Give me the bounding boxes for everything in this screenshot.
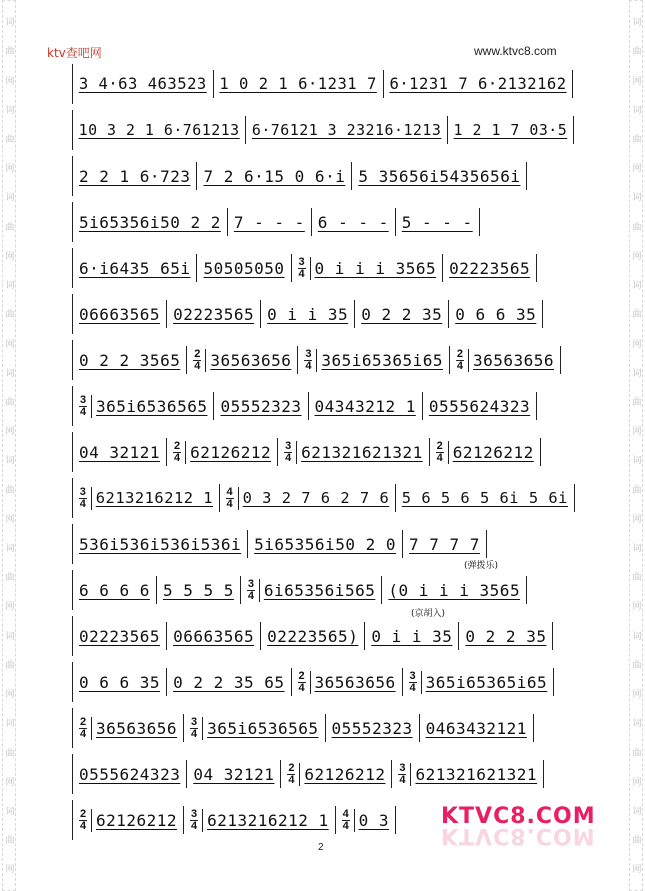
watermark-char: 网: [3, 163, 14, 173]
watermark-char: 曲: [630, 835, 641, 845]
time-signature-top: 3: [409, 669, 416, 682]
measure: [392, 760, 544, 788]
time-signature-top: 3: [79, 485, 86, 498]
measure: [197, 162, 352, 190]
measure-notes: 6·1231 7 6·2132162: [389, 75, 567, 93]
measure-notes: 365i6536565: [207, 718, 319, 738]
measure: [352, 162, 527, 190]
time-signature: [79, 487, 92, 510]
time-signature-bottom: 4: [226, 497, 233, 510]
time-signature: [173, 441, 186, 464]
measure-notes: 0 i i 35: [371, 626, 453, 646]
logo-reflection: KTVC8.COM: [441, 823, 596, 848]
site-url-right: www.ktvc8.com: [474, 44, 557, 58]
time-signature: [436, 441, 449, 464]
measure: [73, 70, 214, 98]
watermark-char: 词: [3, 104, 14, 114]
watermark-char: 曲: [3, 396, 14, 406]
time-signature-bottom: 4: [456, 359, 464, 372]
measure-notes: 365i65365i65: [321, 350, 443, 370]
measure-notes: 62126212: [452, 442, 534, 462]
time-signature-bottom: 4: [409, 681, 416, 694]
measure-notes: 06663565: [173, 626, 255, 646]
time-signature-bottom: 4: [285, 451, 292, 464]
measure: [403, 530, 487, 558]
time-signature-top: 3: [79, 393, 87, 406]
measure-notes: 02223565: [173, 304, 255, 324]
watermark-char: 词: [3, 17, 14, 27]
measure-notes: 621321621321: [301, 442, 423, 462]
score-row: [72, 340, 573, 380]
measure: [278, 438, 430, 466]
score-row: [72, 662, 573, 702]
watermark-char: 词: [630, 280, 641, 290]
time-signature: [298, 671, 311, 694]
watermark-char: 曲: [630, 46, 641, 56]
watermark-char: 网: [630, 163, 641, 173]
time-signature-top: 3: [298, 255, 305, 268]
measure: [214, 392, 308, 420]
measure-notes: 0555624323: [428, 396, 531, 416]
measure: [73, 668, 167, 696]
measure: [420, 714, 534, 742]
measure: [365, 622, 459, 650]
measure: [396, 484, 575, 512]
measure-notes: 536i536i536i536i: [79, 534, 242, 554]
watermark-char: 网: [630, 776, 641, 786]
watermark-char: 曲: [630, 572, 641, 582]
measure-notes: 7 2 6·15 0 6·i: [203, 166, 346, 186]
measure-notes: 3 4·63 463523: [78, 75, 207, 93]
time-signature-bottom: 4: [305, 359, 312, 372]
measure-notes: 04343212 1: [314, 396, 416, 416]
measure: [187, 760, 281, 788]
measure-notes: 10 3 2 1 6·761213: [78, 121, 240, 139]
measure: [73, 208, 228, 236]
measure-notes: 1 0 2 1 6·1231 7: [219, 75, 377, 93]
watermark-char: 词: [630, 806, 641, 816]
time-signature-bottom: 4: [79, 819, 87, 832]
watermark-char: 网: [630, 426, 641, 436]
measure-notes: 2 2 1 6·723: [79, 166, 191, 186]
watermark-char: 曲: [3, 747, 14, 757]
time-signature-bottom: 4: [79, 727, 87, 740]
ktvc8-logo: [441, 804, 596, 850]
measure: [312, 208, 396, 236]
measure-notes: 5 - - -: [401, 212, 473, 232]
watermark-char: 词: [3, 367, 14, 377]
time-signature-bottom: 4: [191, 727, 198, 740]
measure-notes: 04 32121: [79, 442, 161, 462]
time-signature-bottom: 4: [247, 589, 254, 602]
measure: [396, 208, 480, 236]
time-signature: [342, 809, 355, 832]
watermark-char: 词: [3, 543, 14, 553]
measure: [197, 254, 291, 282]
measure: [220, 484, 396, 512]
measure-notes: 0 6 6 35: [455, 304, 537, 324]
watermark-char: 网: [3, 426, 14, 436]
watermark-char: 网: [3, 75, 14, 85]
watermark-char: 曲: [630, 221, 641, 231]
measure: [73, 714, 184, 742]
watermark-char: 曲: [630, 309, 641, 319]
watermark-char: 曲: [630, 133, 641, 143]
time-signature-bottom: 4: [79, 405, 87, 418]
measure: [450, 346, 561, 374]
measure: [184, 714, 325, 742]
score-row: [72, 64, 573, 104]
time-signature: [287, 763, 300, 786]
score-row: [72, 570, 573, 610]
measure: [430, 438, 541, 466]
watermark-char: 曲: [630, 396, 641, 406]
measure: [214, 70, 384, 98]
measure: [298, 346, 450, 374]
watermark-char: 词: [630, 104, 641, 114]
measure-notes: 6 - - -: [317, 212, 389, 232]
measure: [73, 162, 197, 190]
time-signature-bottom: 4: [79, 497, 86, 510]
watermark-char: 曲: [3, 659, 14, 669]
measure: [355, 300, 449, 328]
time-signature-top: 2: [288, 761, 295, 774]
watermark-char: 网: [3, 513, 14, 523]
measure-notes: 36563656: [472, 350, 555, 370]
measure-notes: 0 3 2 7 6 2 7 6: [242, 489, 390, 507]
watermark-char: 网: [630, 513, 641, 523]
time-signature: [409, 671, 422, 694]
measure-notes: 6213216212 1: [207, 810, 329, 830]
measure: [184, 806, 336, 834]
measure-notes: 62126212: [304, 764, 386, 784]
page-number: 2: [318, 842, 324, 853]
score-row: [72, 110, 573, 150]
time-signature-top: 4: [226, 485, 233, 498]
watermark-char: 曲: [630, 659, 641, 669]
measure: [403, 668, 555, 696]
watermark-char: 网: [630, 250, 641, 260]
time-signature-top: 3: [399, 761, 406, 774]
time-signature: [79, 717, 92, 740]
watermark-char: 词: [3, 718, 14, 728]
measure: [281, 760, 392, 788]
measure: [261, 622, 365, 650]
measure-notes: 6i65356i565: [263, 580, 376, 600]
measure-notes: 02223565: [79, 626, 161, 646]
measure-notes: 0 2 2 35 65: [173, 672, 285, 692]
measure: [382, 576, 527, 604]
watermark-char: 网: [630, 338, 641, 348]
watermark-char: 网: [630, 75, 641, 85]
measure-notes: 365i65365i65: [425, 672, 548, 692]
measure-notes: 6·i6435 65i: [79, 258, 191, 278]
time-signature: [79, 395, 92, 418]
measure-notes: 05552323: [220, 396, 302, 416]
score-row: [72, 294, 573, 334]
time-signature-top: 3: [191, 807, 198, 820]
measure: [241, 576, 382, 604]
measure: [336, 806, 396, 834]
measure-notes: 6·76121 3 23216·1213: [251, 121, 442, 139]
measure-notes: 7 - - -: [233, 212, 305, 232]
watermark-char: 网: [630, 601, 641, 611]
measure: [448, 116, 574, 144]
time-signature: [190, 717, 203, 740]
measure-notes: 0 3: [358, 810, 390, 830]
measure-notes: 05552323: [331, 718, 413, 738]
watermark-char: 网: [3, 864, 14, 874]
measure-notes: 1 2 1 7 03·5: [453, 121, 568, 139]
watermark-char: 词: [3, 806, 14, 816]
measure: [292, 254, 444, 282]
measure-notes: 02223565): [267, 626, 359, 646]
measure: [261, 300, 355, 328]
time-signature-top: 2: [194, 347, 201, 360]
measure-notes: 5i65356i50 2 2: [79, 212, 221, 232]
measure: [167, 622, 261, 650]
measure: [73, 576, 157, 604]
measure-notes: 04 32121: [193, 764, 275, 784]
measure: [167, 300, 261, 328]
time-signature: [247, 579, 260, 602]
measure-notes: 02223565: [449, 258, 531, 278]
score-row: [72, 478, 573, 518]
measure-notes: 0555624323: [79, 764, 181, 784]
measure: [228, 208, 312, 236]
time-signature-top: 3: [247, 577, 254, 590]
watermark-char: 曲: [3, 309, 14, 319]
site-name-left: ktv查吧网: [47, 46, 102, 60]
measure: [423, 392, 537, 420]
measure-notes: (0 i i i 3565: [388, 580, 521, 600]
measure-notes: 0 2 2 3565: [79, 350, 181, 370]
measure-notes: 0 i i 35: [267, 304, 349, 324]
watermark-char: 网: [3, 250, 14, 260]
time-signature: [304, 349, 317, 372]
measure-notes: 5 6 5 6 5 6i 5 6i: [401, 489, 568, 507]
watermark-char: 网: [3, 689, 14, 699]
watermark-char: 词: [630, 718, 641, 728]
time-signature-bottom: 4: [298, 267, 305, 280]
watermark-char: 词: [630, 192, 641, 202]
time-signature-bottom: 4: [174, 451, 181, 464]
pipa-annotation: (弹拨乐): [464, 561, 499, 571]
watermark-char: 词: [630, 630, 641, 640]
measure-notes: 0 i i i 3565: [314, 258, 437, 278]
time-signature-bottom: 4: [191, 819, 198, 832]
measure: [73, 254, 197, 282]
time-signature-bottom: 4: [194, 359, 201, 372]
measure: [167, 668, 291, 696]
watermark-char: 网: [3, 776, 14, 786]
time-signature: [193, 349, 206, 372]
measure-notes: 5 35656i5435656i: [358, 166, 521, 186]
watermark-char: 网: [630, 864, 641, 874]
measure: [73, 438, 167, 466]
measure: [292, 668, 403, 696]
watermark-char: 词: [3, 192, 14, 202]
time-signature-top: 2: [436, 439, 443, 452]
left-watermark-strip: [2, 0, 16, 891]
measure-notes: 36563656: [210, 350, 292, 370]
score-row: [72, 202, 573, 242]
measure: [73, 346, 187, 374]
measure: [73, 622, 167, 650]
watermark-char: 词: [3, 455, 14, 465]
watermark-char: 网: [3, 601, 14, 611]
measure: [309, 392, 423, 420]
watermark-char: 词: [3, 280, 14, 290]
time-signature-top: 2: [79, 807, 87, 820]
watermark-char: 词: [3, 630, 14, 640]
measure: [157, 576, 241, 604]
time-signature: [456, 349, 469, 372]
watermark-char: 网: [3, 338, 14, 348]
measure: [449, 300, 543, 328]
time-signature-top: 2: [298, 669, 305, 682]
measure-notes: 5 5 5 5: [162, 580, 234, 600]
watermark-char: 曲: [3, 572, 14, 582]
measure-notes: 06663565: [79, 304, 161, 324]
jinghu-annotation: (京胡入): [411, 609, 446, 619]
logo-text: KTVC8.COM: [441, 804, 596, 829]
time-signature-top: 3: [191, 715, 198, 728]
measure-notes: 6 6 6 6: [79, 580, 150, 600]
measure-notes: 50505050: [203, 258, 285, 278]
measure-notes: 5i65356i50 2 0: [254, 534, 396, 554]
measure: [73, 530, 248, 558]
watermark-char: 曲: [3, 46, 14, 56]
watermark-char: 网: [630, 689, 641, 699]
right-watermark-strip: [629, 0, 643, 891]
watermark-char: 曲: [3, 133, 14, 143]
measure-notes: 62126212: [96, 810, 178, 830]
time-signature-top: 3: [285, 439, 292, 452]
measure: [248, 530, 403, 558]
watermark-char: 曲: [630, 484, 641, 494]
measure-notes: 0463432121: [425, 718, 527, 738]
watermark-char: 曲: [630, 747, 641, 757]
watermark-char: 曲: [3, 484, 14, 494]
measure-notes: 365i6536565: [96, 396, 208, 416]
measure: [443, 254, 537, 282]
time-signature-top: 2: [79, 715, 87, 728]
time-signature-top: 4: [342, 807, 349, 820]
measure: [459, 622, 553, 650]
watermark-char: 曲: [3, 835, 14, 845]
time-signature: [284, 441, 297, 464]
measure-notes: 6213216212 1: [95, 489, 214, 507]
time-signature-bottom: 4: [399, 773, 406, 786]
score-row: [72, 432, 573, 472]
time-signature: [79, 809, 92, 832]
measure-notes: 0 2 2 35: [361, 304, 443, 324]
measure-notes: 62126212: [190, 442, 272, 462]
measure: [73, 760, 187, 788]
measure: [246, 116, 448, 144]
time-signature: [190, 809, 203, 832]
time-signature-bottom: 4: [436, 451, 443, 464]
measure-notes: 621321621321: [415, 764, 538, 784]
measure-notes: 0 2 2 35: [465, 626, 547, 646]
time-signature: [398, 763, 411, 786]
time-signature-top: 2: [456, 347, 464, 360]
watermark-char: 词: [630, 455, 641, 465]
watermark-char: 词: [630, 543, 641, 553]
score-row: [72, 386, 573, 426]
score-row: [72, 616, 573, 656]
watermark-char: 词: [630, 17, 641, 27]
measure: [384, 70, 574, 98]
watermark-char: 曲: [3, 221, 14, 231]
measure: [73, 806, 184, 834]
measure: [73, 116, 246, 144]
measure-notes: 7 7 7 7: [408, 534, 480, 554]
measure-notes: 36563656: [314, 672, 396, 692]
watermark-char: 词: [630, 367, 641, 377]
measure-notes: 0 6 6 35: [79, 672, 161, 692]
time-signature-bottom: 4: [298, 681, 305, 694]
time-signature: [298, 257, 311, 280]
measure: [167, 438, 278, 466]
score-row: [72, 754, 573, 794]
measure: [73, 300, 167, 328]
time-signature-bottom: 4: [342, 819, 349, 832]
score-row: [72, 156, 573, 196]
time-signature-bottom: 4: [288, 773, 295, 786]
measure: [73, 484, 220, 512]
measure: [187, 346, 298, 374]
time-signature-top: 2: [174, 439, 181, 452]
score-row: [72, 708, 573, 748]
measure: [326, 714, 420, 742]
time-signature-top: 3: [305, 347, 312, 360]
measure-notes: 36563656: [96, 718, 178, 738]
measure: [73, 392, 214, 420]
time-signature: [226, 487, 239, 510]
score-row: [72, 248, 573, 288]
